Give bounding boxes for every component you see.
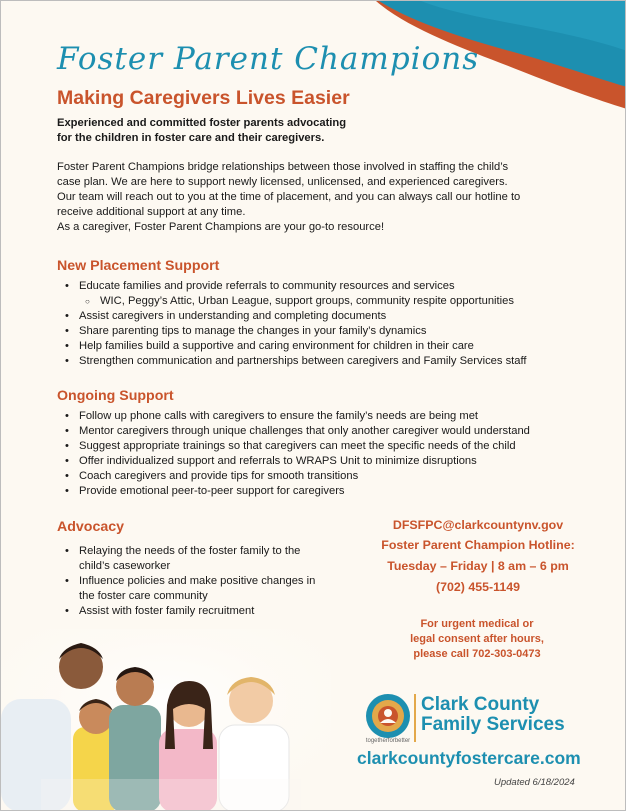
lead-line-1: Experienced and committed foster parents advocating <box>57 117 347 129</box>
list-item: • Assist with foster family recruitment <box>57 604 327 619</box>
list-item: • Share parenting tips to manage the changes in your family’s dynamics <box>57 324 527 339</box>
advocacy-list <box>57 544 327 619</box>
lead-line-2: for the children in foster care and their caregivers. <box>57 132 325 144</box>
list-item: • Influence policies and make positive changes in the foster care community <box>57 574 327 604</box>
lead-statement <box>57 116 387 146</box>
urgent-line-2: legal consent after hours, <box>410 633 544 645</box>
list-item: • Follow up phone calls with caregivers to ensure the family’s needs are being met <box>57 409 530 424</box>
list-item: • Provide emotional peer-to-peer support for caregivers <box>57 484 530 499</box>
children-group-photo <box>1 629 331 811</box>
list-item: • Suggest appropriate trainings so that caregivers can meet the specific needs of the child <box>57 439 530 454</box>
list-item: • Assist caregivers in understanding and completing documents <box>57 309 527 324</box>
hotline-hours: Tuesday – Friday | 8 am – 6 pm <box>387 559 569 573</box>
list-item: • Relaying the needs of the foster family to the child’s caseworker <box>57 544 327 574</box>
new-placement-heading: New Placement Support <box>57 258 220 274</box>
urgent-line-3: please call 702-303-0473 <box>413 648 541 660</box>
list-item: • Help families build a supportive and caring environment for children in their care <box>57 339 527 354</box>
updated-date: Updated 6/18/2024 <box>494 777 575 788</box>
organization-name-line-2: Family Services <box>421 714 565 735</box>
hotline-phone[interactable]: (702) 455-1149 <box>435 580 521 594</box>
urgent-notice <box>371 617 583 662</box>
intro-text <box>57 160 527 235</box>
intro-paragraph-2: As a caregiver, Foster Parent Champions are your go-to resource! <box>57 221 385 233</box>
ongoing-support-list <box>57 409 530 499</box>
website-link[interactable]: clarkcountyfostercare.com <box>357 748 581 768</box>
ongoing-support-heading: Ongoing Support <box>57 388 174 404</box>
organization-name-line-1: Clark County <box>421 694 540 715</box>
new-placement-list <box>57 279 527 369</box>
list-subitem: ○ WIC, Peggy’s Attic, Urban League, support groups, community respite opportunities <box>57 294 527 309</box>
logo-divider <box>414 694 416 742</box>
list-item: • Offer individualized support and referrals to WRAPS Unit to minimize disruptions <box>57 454 530 469</box>
logo-tagline: togetherforbetter <box>365 738 411 744</box>
page-title: Foster Parent Champions <box>57 41 480 77</box>
contact-email-link[interactable]: DFSFPC@clarkcountynv.gov <box>392 518 564 532</box>
list-item: • Strengthen communication and partnerships between caregivers and Family Services staff <box>57 354 527 369</box>
organization-name <box>421 695 565 735</box>
urgent-line-1: For urgent medical or <box>420 618 534 630</box>
hotline-label: Foster Parent Champion Hotline: <box>381 538 575 552</box>
list-item: • Mentor caregivers through unique challenges that only another caregiver would understand <box>57 424 530 439</box>
contact-block <box>353 515 603 598</box>
list-item: • Coach caregivers and provide tips for smooth transitions <box>57 469 530 484</box>
family-services-logo-icon <box>365 693 411 739</box>
list-item: • Educate families and provide referrals to community resources and services <box>57 279 527 294</box>
advocacy-heading: Advocacy <box>57 519 125 535</box>
page-subtitle: Making Caregivers Lives Easier <box>57 87 350 109</box>
intro-paragraph-1: Foster Parent Champions bridge relationships between those involved in staffing the child’s case plan. We are here to support newly licensed, unlicensed, and experienced caregivers. Our team will reach out to you at the time of placement, and you can always call our hotline to receive additional support at any time. <box>57 161 521 218</box>
